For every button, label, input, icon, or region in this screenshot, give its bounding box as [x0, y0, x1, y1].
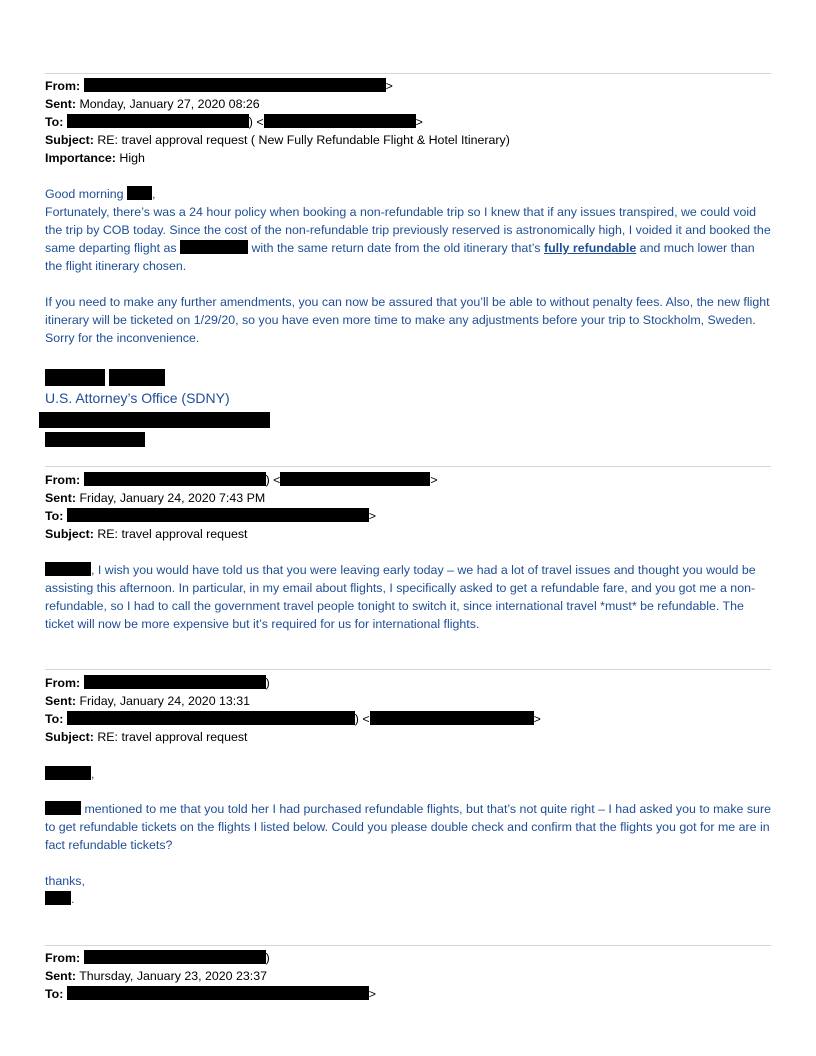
- email-divider: [45, 669, 771, 670]
- email-importance: [45, 149, 145, 167]
- subject-value: RE: travel approval request: [97, 730, 248, 744]
- email-subject: [45, 728, 247, 746]
- body-text: If you need to make any further amendments, you can now be assured that you’ll be able to without penalty fees. Also, the new flight itinerary will be ticketed on 1/29/20, so you have even more time to make any adjustments before your trip to Stockholm, Sweden. Sorry for the inconvenience.: [45, 295, 770, 345]
- sent-value: Friday, January 24, 2020 13:31: [79, 694, 251, 708]
- importance-value: High: [119, 151, 145, 165]
- email-salutation: ,: [45, 765, 775, 783]
- email-sent: [45, 95, 260, 113]
- email-closing: [45, 872, 775, 890]
- email-body-paragraph: [45, 561, 775, 633]
- email-to: To: ) < >: [45, 712, 541, 726]
- subject-value: RE: travel approval request ( New Fully Refundable Flight & Hotel Itinerary): [97, 133, 510, 147]
- from-label: From:: [45, 676, 81, 690]
- email-to: To: >: [45, 987, 377, 1001]
- importance-label: Importance:: [45, 151, 116, 165]
- sent-label: Sent:: [45, 97, 76, 111]
- subject-label: Subject:: [45, 133, 94, 147]
- body-text: and much lower than the flight itinerary chosen.: [45, 241, 755, 273]
- redaction: [84, 675, 266, 689]
- body-text: with the same return date from the old itinerary that’s: [251, 241, 541, 255]
- subject-value: RE: travel approval request: [97, 527, 248, 541]
- email-greeting: Good morning ,: [45, 187, 156, 201]
- redaction: [84, 472, 266, 486]
- email-body-paragraph: [45, 293, 775, 347]
- email-from: From: ): [45, 951, 270, 965]
- redaction: [264, 114, 416, 128]
- from-label: From:: [45, 951, 81, 965]
- redaction: [109, 369, 165, 386]
- email-divider: [45, 466, 771, 467]
- redaction: [45, 891, 71, 905]
- email-to: To: ) < >: [45, 115, 423, 129]
- emphasis-text: fully refundable: [543, 241, 637, 255]
- email-from: From: ): [45, 676, 270, 690]
- redaction: [67, 986, 369, 1000]
- email-signoff: .: [45, 890, 775, 908]
- email-from: From: ) < >: [45, 473, 438, 487]
- redaction: [39, 412, 270, 428]
- redaction: [280, 472, 430, 486]
- email-subject: [45, 525, 247, 543]
- redaction: [180, 240, 248, 254]
- redaction: [45, 766, 91, 780]
- body-text: Fortunately, there’s was a 24 hour policy when booking a non-refundable trip so I knew that if any issues transpired, we could void the trip by COB today. Since the cost of the non-refundable trip previously reserved is astronomically high, I voided it and booked the same departing flight as: [45, 205, 771, 255]
- redaction: [67, 711, 355, 725]
- email-from: From: >: [45, 79, 393, 93]
- sent-label: Sent:: [45, 969, 76, 983]
- email-to: To: >: [45, 509, 377, 523]
- to-label: To:: [45, 987, 64, 1001]
- subject-label: Subject:: [45, 527, 94, 541]
- sent-value: Thursday, January 23, 2020 23:37: [79, 969, 268, 983]
- email-divider: [45, 945, 771, 946]
- redaction: [67, 114, 249, 128]
- email-body-paragraph: [45, 800, 775, 854]
- email-subject: [45, 131, 510, 149]
- from-label: From:: [45, 79, 81, 93]
- signature-office: U.S. Attorney’s Office (SDNY): [45, 390, 230, 406]
- email-sent: [45, 489, 265, 507]
- redaction: [45, 801, 81, 815]
- redaction: [45, 369, 105, 386]
- from-label: From:: [45, 473, 81, 487]
- sent-label: Sent:: [45, 694, 76, 708]
- redaction: [45, 562, 91, 576]
- to-label: To:: [45, 712, 64, 726]
- to-label: To:: [45, 509, 64, 523]
- sent-value: Friday, January 24, 2020 7:43 PM: [79, 491, 266, 505]
- redaction: [84, 78, 386, 92]
- email-body-paragraph: [45, 203, 775, 275]
- redaction: [370, 711, 534, 725]
- email-sent: [45, 967, 267, 985]
- to-label: To:: [45, 115, 64, 129]
- body-text: , I wish you would have told us that you were leaving early today – we had a lot of travel issues and thought you would be assisting this afternoon. In particular, in my email about flights, I specifically asked to get a refundable fare, and you got me a non-refundable, so I had to call the government travel people tonight to switch it, since international travel *must* be refundable. The ticket will now be more expensive but it’s required for us for international flights.: [45, 563, 756, 631]
- email-divider: [45, 73, 771, 74]
- redaction: [45, 432, 145, 447]
- subject-label: Subject:: [45, 730, 94, 744]
- greeting-text: Good morning: [45, 187, 124, 201]
- redaction: [127, 186, 152, 200]
- email-sent: [45, 692, 250, 710]
- body-text: mentioned to me that you told her I had purchased refundable flights, but that’s not quite right – I had asked you to make sure to get refundable tickets on the flights I listed below. Could you please double check and confirm that the flights you got for me are in fact refundable tickets?: [45, 802, 771, 852]
- sent-value: Monday, January 27, 2020 08:26: [79, 97, 260, 111]
- redaction: [84, 950, 266, 964]
- closing-text: thanks,: [45, 874, 85, 888]
- sent-label: Sent:: [45, 491, 76, 505]
- redaction: [67, 508, 369, 522]
